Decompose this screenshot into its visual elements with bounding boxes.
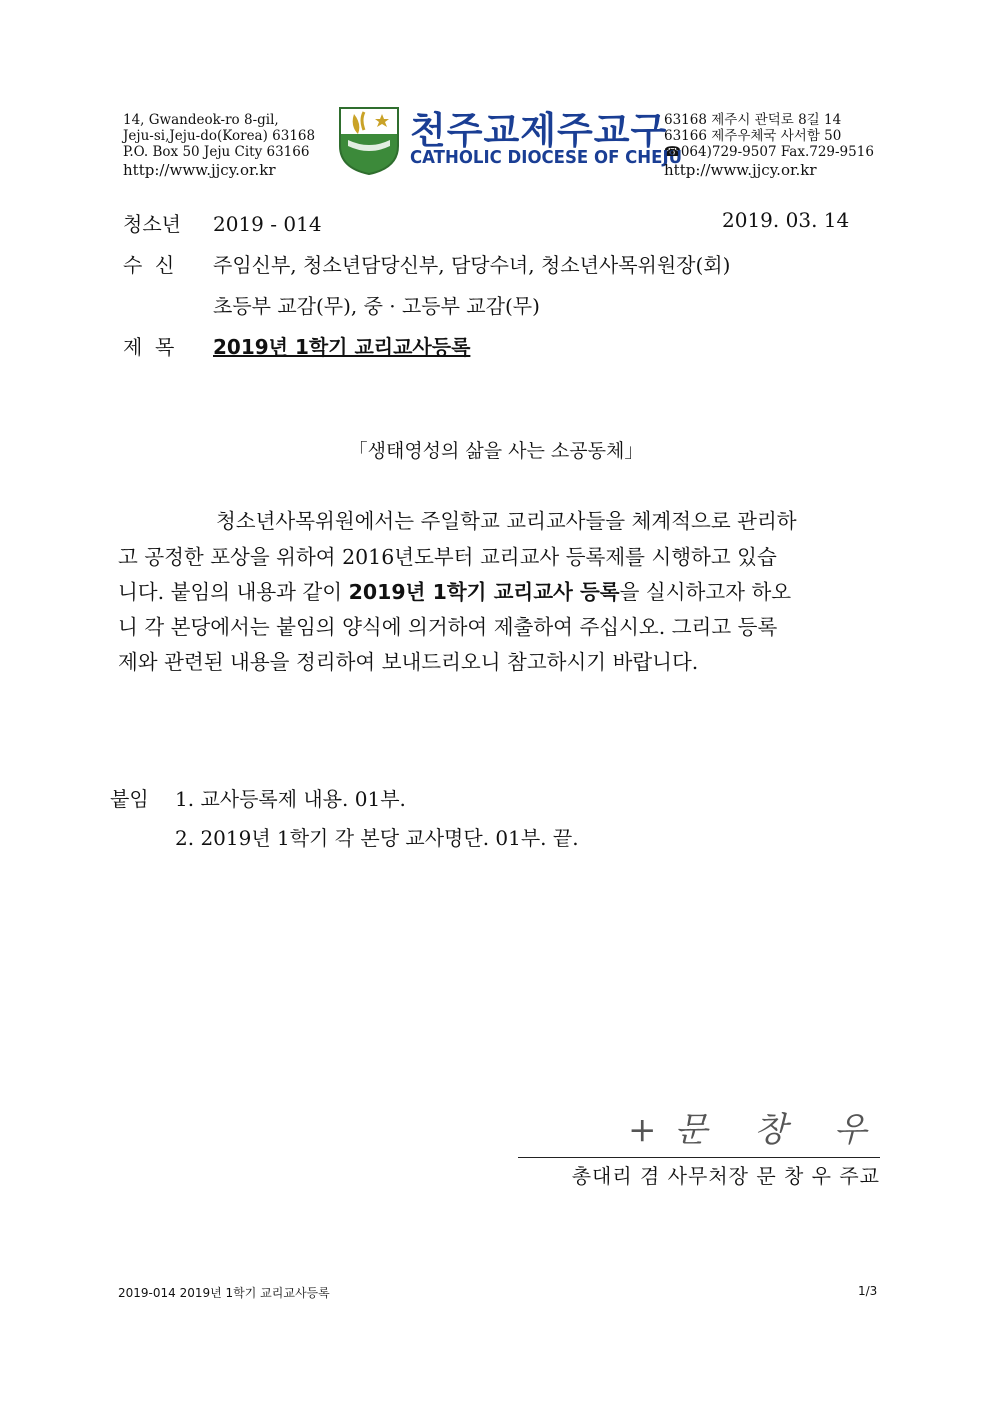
ref-number: 2019 - 014	[213, 212, 322, 236]
address-en-line: P.O. Box 50 Jeju City 63166	[123, 144, 310, 160]
motto: 「생태영성의 삶을 사는 소공동체」	[348, 440, 644, 462]
recipient-label: 수 신	[123, 253, 175, 277]
footer-doc-title: 2019-014 2019년 1학기 교리교사등록	[118, 1286, 330, 1300]
recipients-row	[123, 249, 730, 278]
recipients-line2: 초등부 교감(무), 중 · 고등부 교감(무)	[213, 294, 540, 318]
handwritten-signature: +문 창 우	[628, 1110, 885, 1150]
address-kr-line: 63166 제주우체국 사서함 50	[664, 128, 842, 144]
doc-reference	[123, 208, 322, 237]
body-line: 청소년사목위원에서는 주일학교 교리교사들을 체계적으로 관리하	[216, 509, 797, 533]
diocese-emblem-icon	[336, 104, 402, 176]
address-en-line: Jeju-si,Jeju-do(Korea) 63168	[123, 128, 316, 144]
header-address-en	[123, 112, 315, 178]
body-line: 니 각 본당에서는 붙임의 양식에 의거하여 제출하여 주십시오. 그리고 등록	[118, 615, 778, 639]
body-text: 니다. 붙임의 내용과 같이	[118, 580, 349, 604]
body-line: 고 공정한 포상을 위하여 2016년도부터 교리교사 등록제를 시행하고 있습	[118, 545, 777, 569]
subject-label: 제 목	[123, 335, 175, 359]
body-line-highlight	[118, 575, 880, 605]
org-name-en: CATHOLIC DIOCESE OF CHEJU	[410, 147, 683, 168]
website-link-left[interactable]: http://www.jjcy.or.kr	[123, 161, 276, 179]
address-kr-line: 63168 제주시 관덕로 8길 14	[664, 112, 842, 128]
subject-row	[123, 331, 470, 360]
address-en-line: 14, Gwandeok-ro 8-gil,	[123, 112, 279, 128]
website-link-right[interactable]: http://www.jjcy.or.kr	[664, 161, 817, 179]
body-emphasis: 2019년 1학기 교리교사 등록	[348, 580, 620, 604]
ref-label: 청소년	[123, 212, 181, 236]
attachment-item: 1. 교사등록제 내용. 01부.	[175, 787, 406, 811]
attachment-item: 2. 2019년 1학기 각 본당 교사명단. 01부. 끝.	[175, 826, 579, 850]
doc-date: 2019. 03. 14	[722, 208, 850, 232]
attachment-label: 붙임	[110, 787, 149, 811]
body-text: 을 실시하고자 하오	[619, 580, 792, 604]
address-kr-line: ☎064)729-9507 Fax.729-9516	[664, 144, 874, 160]
signatory-title: 총대리 겸 사무처장 문 창 우 주교	[571, 1164, 880, 1188]
body-line: 제와 관련된 내용을 정리하여 보내드리오니 참고하시기 바랍니다.	[118, 650, 699, 674]
recipients-line1: 주임신부, 청소년담당신부, 담당수녀, 청소년사목위원장(회)	[213, 253, 731, 277]
footer-page-number: 1/3	[858, 1284, 878, 1298]
signature-divider	[518, 1157, 880, 1158]
subject-title: 2019년 1학기 교리교사등록	[213, 335, 471, 359]
org-name-kr: 천주교제주교구	[410, 109, 668, 152]
header-address-kr	[664, 112, 874, 178]
